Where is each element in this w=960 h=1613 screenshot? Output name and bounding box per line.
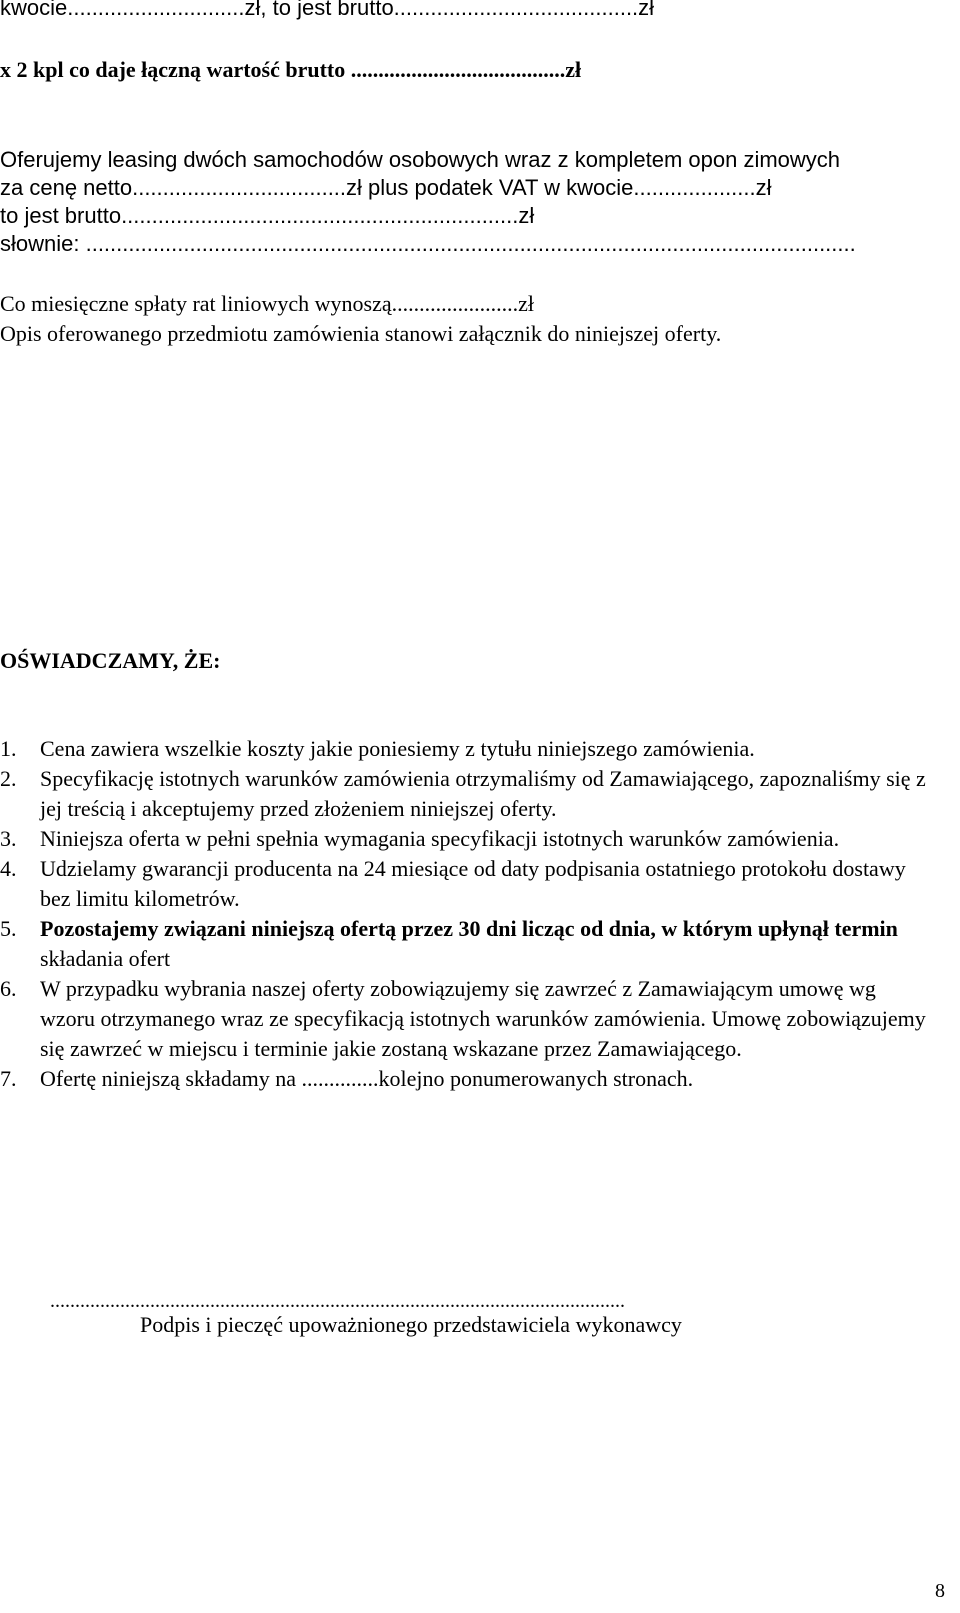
item-text: składania ofert	[40, 946, 171, 971]
offer-line-description: Opis oferowanego przedmiotu zamówienia stanowi załącznik do niniejszej oferty.	[0, 321, 722, 346]
page-number: 8	[935, 1580, 945, 1602]
item-text: Udzielamy gwarancji producenta na 24 miesiące od daty podpisania ostatniego protokołu dostawy bez limitu kilometrów.	[40, 856, 906, 911]
declaration-item-1	[0, 734, 935, 764]
item-text: Cena zawiera wszelkie koszty jakie poniesiemy z tytułu niniejszego zamówienia.	[40, 736, 755, 761]
offer-line-gross: to jest brutto.................................................................zł	[0, 203, 535, 228]
declaration-item-3	[0, 824, 935, 854]
offer-line-kwocie: kwocie.............................zł, to jest brutto........................................zł	[0, 0, 655, 20]
offer-line-leasing: Oferujemy leasing dwóch samochodów osobowych wraz z kompletem opon zimowych	[0, 147, 841, 172]
item-number: 3.	[0, 826, 17, 851]
declaration-heading: OŚWIADCZAMY, ŻE:	[0, 648, 221, 673]
offer-line-total-value: x 2 kpl co daje łączną wartość brutto .......................................zł	[0, 57, 582, 82]
item-number: 6.	[0, 976, 17, 1001]
offer-line-net-price: za cenę netto...................................zł plus podatek VAT w kwocie....................zł	[0, 175, 772, 200]
item-number: 1.	[0, 736, 17, 761]
item-number: 7.	[0, 1066, 17, 1091]
item-number: 2.	[0, 766, 17, 791]
item-text: Niniejsza oferta w pełni spełnia wymagania specyfikacji istotnych warunków zamówienia.	[40, 826, 840, 851]
item-text: Specyfikację istotnych warunków zamówienia otrzymaliśmy od Zamawiającego, zapoznaliśmy się z jej treścią i akceptujemy przed złożeniem niniejszej oferty.	[40, 766, 926, 821]
declaration-item-7	[0, 1064, 935, 1094]
offer-line-in-words: słownie: ..............................................................................................................................	[0, 231, 856, 256]
offer-line-installments: Co miesięczne spłaty rat liniowych wynoszą.......................zł	[0, 291, 534, 316]
declaration-list	[0, 734, 935, 1094]
item-text: W przypadku wybrania naszej oferty zobowiązujemy się zawrzeć z Zamawiającym umowę wg wzoru otrzymanego wraz ze specyfikacją istotnych warunków zamówienia. Umowę zobowiązujemy się zawrzeć w miejscu i terminie jakie zostaną wskazane przez Zamawiającego.	[40, 976, 926, 1061]
declaration-item-4	[0, 854, 935, 914]
item-number: 4.	[0, 856, 17, 881]
item-bold-text: Pozostajemy związani niniejszą ofertą przez 30 dni licząc od dnia, w którym upłynął termin	[40, 916, 898, 941]
item-text: Ofertę niniejszą składamy na ..............kolejno ponumerowanych stronach.	[40, 1066, 694, 1091]
declaration-item-2	[0, 764, 935, 824]
signature-line: ...................................................................................................................	[50, 1290, 625, 1312]
declaration-item-6	[0, 974, 935, 1064]
item-number: 5.	[0, 916, 17, 941]
declaration-item-5	[0, 914, 935, 974]
signature-label: Podpis i pieczęć upoważnionego przedstawiciela wykonawcy	[140, 1312, 682, 1337]
